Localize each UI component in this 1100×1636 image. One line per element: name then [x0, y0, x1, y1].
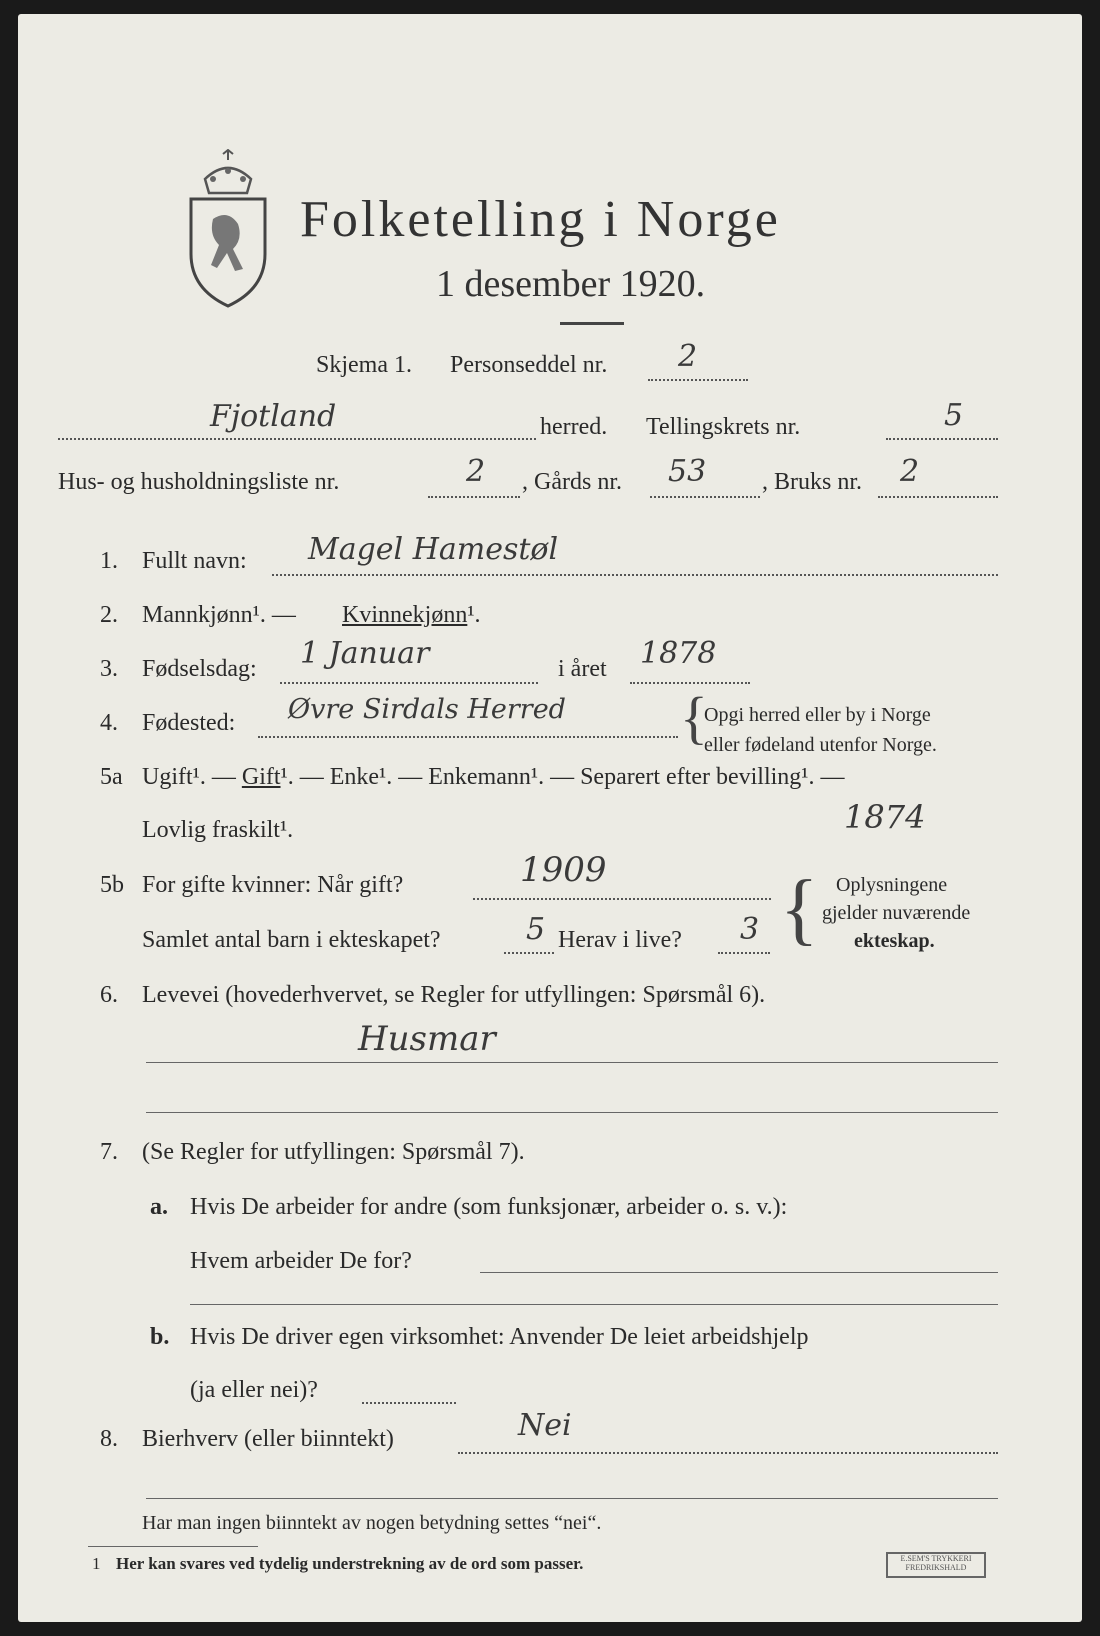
q4-line — [258, 736, 678, 738]
q5b-barn-line — [504, 952, 554, 954]
q3-label: Fødselsdag: — [142, 656, 257, 682]
q5b-barn-value[interactable]: 5 — [526, 912, 546, 947]
q2-kvinnekjonn[interactable]: Kvinnekjønn — [342, 602, 468, 628]
gards-label: , Gårds nr. — [522, 469, 622, 495]
q5a-ugift[interactable]: Ugift¹. — — [142, 764, 236, 790]
printer-stamp — [886, 1552, 986, 1578]
q5b-live-line — [718, 952, 770, 954]
q5b-note-line2: gjelder nuværende — [822, 902, 971, 924]
personseddel-line — [648, 379, 748, 381]
q5a-fraskilt[interactable]: Lovlig fraskilt¹. — [142, 817, 294, 843]
herred-label: herred. — [540, 414, 608, 440]
q8-value[interactable]: Nei — [518, 1408, 572, 1443]
bruks-line — [878, 496, 998, 498]
q5b-label: For gifte kvinner: Når gift? — [142, 872, 404, 898]
footnote-text: Her kan svares ved tydelig understrekning av de ord som passer. — [116, 1554, 584, 1573]
q1-label: Fullt navn: — [142, 548, 247, 574]
stamp-line1: E.SEM'S TRYKKERI — [900, 1554, 972, 1563]
q6-occupation[interactable]: Husmar — [358, 1019, 496, 1059]
q7-number: 7. — [100, 1139, 118, 1165]
q5b-note-line3: ekteskap. — [854, 930, 935, 952]
q2-mannkjonn[interactable]: Mannkjønn¹. — — [142, 602, 296, 628]
herred-value[interactable]: Fjotland — [210, 399, 337, 434]
form-title: Folketelling i Norge — [300, 191, 781, 248]
q4-birthplace[interactable]: Øvre Sirdals Herred — [288, 694, 566, 725]
q6-line1 — [146, 1062, 998, 1063]
coat-of-arms-icon — [183, 149, 273, 309]
q5a-rest: ¹. — Enke¹. — Enkemann¹. — Separert efter bevilling¹. — — [280, 764, 845, 790]
q4-note-line1: Opgi herred eller by i Norge — [704, 704, 931, 726]
personseddel-label: Personseddel nr. — [450, 352, 608, 378]
tellingskrets-value[interactable]: 5 — [944, 398, 964, 433]
q7b-line1: Hvis De driver egen virksomhet: Anvender De leiet arbeidshjelp — [190, 1324, 809, 1350]
footer-note: Har man ingen biinntekt av nogen betydning settes “nei“. — [142, 1512, 602, 1534]
q4-label: Fødested: — [142, 710, 236, 736]
q6-label: Levevei (hovederhvervet, se Regler for utfyllingen: Spørsmål 6). — [142, 982, 766, 1008]
q8-number: 8. — [100, 1426, 118, 1452]
q1-line — [272, 574, 998, 576]
footnote-mark: 1 — [92, 1554, 101, 1573]
bruks-value[interactable]: 2 — [900, 454, 920, 489]
q5b-barn-label: Samlet antal barn i ekteskapet? — [142, 927, 441, 953]
q3-year-label: i året — [558, 656, 607, 682]
census-form — [18, 14, 1082, 1622]
q8-line — [458, 1452, 998, 1454]
q5a-hand-year: 1874 — [844, 798, 926, 836]
husliste-label: Hus- og husholdningsliste nr. — [58, 469, 340, 495]
footnote-divider — [88, 1546, 258, 1547]
gards-value[interactable]: 53 — [668, 454, 707, 489]
q4-note-line2: eller fødeland utenfor Norge. — [704, 734, 937, 756]
q3-number: 3. — [100, 656, 118, 682]
q5b-brace: { — [780, 865, 819, 953]
q2-number: 2. — [100, 602, 118, 628]
q8-line2 — [146, 1498, 998, 1499]
q5a-number: 5a — [100, 764, 123, 790]
q4-number: 4. — [100, 710, 118, 736]
q5a-gift[interactable]: Gift — [241, 764, 281, 790]
q1-number: 1. — [100, 548, 118, 574]
tellingskrets-label: Tellingskrets nr. — [646, 414, 801, 440]
q3-birth-year[interactable]: 1878 — [640, 636, 717, 671]
q3-birthday[interactable]: 1 Januar — [300, 636, 430, 671]
bruks-label: , Bruks nr. — [762, 469, 863, 495]
q7a-letter: a. — [150, 1194, 168, 1220]
stamp-line2: FREDRIKSHALD — [905, 1563, 967, 1572]
q6-line2 — [146, 1112, 998, 1113]
title-divider — [560, 322, 624, 325]
q5b-live-label: Herav i live? — [558, 927, 682, 953]
q5b-married-year[interactable]: 1909 — [520, 850, 607, 890]
q4-brace: { — [680, 685, 708, 750]
q3-line — [280, 682, 538, 684]
personseddel-value[interactable]: 2 — [678, 339, 698, 374]
gards-line — [650, 496, 760, 498]
husliste-line — [428, 496, 520, 498]
q7b-answer-line — [362, 1402, 456, 1404]
tellingskrets-line — [886, 438, 998, 440]
q7a-answer-line — [480, 1272, 998, 1273]
q7b-letter: b. — [150, 1324, 170, 1350]
husliste-value[interactable]: 2 — [466, 454, 486, 489]
q5b-line — [473, 898, 771, 900]
q7-label: (Se Regler for utfyllingen: Spørsmål 7). — [142, 1139, 525, 1165]
q8-label: Bierhverv (eller biinntekt) — [142, 1426, 394, 1452]
q5b-live-value[interactable]: 3 — [740, 912, 760, 947]
q7a-line1: Hvis De arbeider for andre (som funksjonær, arbeider o. s. v.): — [190, 1194, 788, 1220]
q7b-line2: (ja eller nei)? — [190, 1377, 318, 1403]
q5b-note-line1: Oplysningene — [836, 874, 948, 896]
q7a-answer-line2 — [190, 1304, 998, 1305]
q7a-line2: Hvem arbeider De for? — [190, 1248, 412, 1274]
herred-line — [58, 438, 536, 440]
q2-footnote-mark: ¹. — [467, 602, 481, 628]
q6-number: 6. — [100, 982, 118, 1008]
q5b-number: 5b — [100, 872, 124, 898]
q1-full-name[interactable]: Magel Hamestøl — [308, 532, 559, 567]
skjema-label: Skjema 1. — [316, 352, 412, 378]
census-date: 1 desember 1920. — [436, 263, 706, 305]
